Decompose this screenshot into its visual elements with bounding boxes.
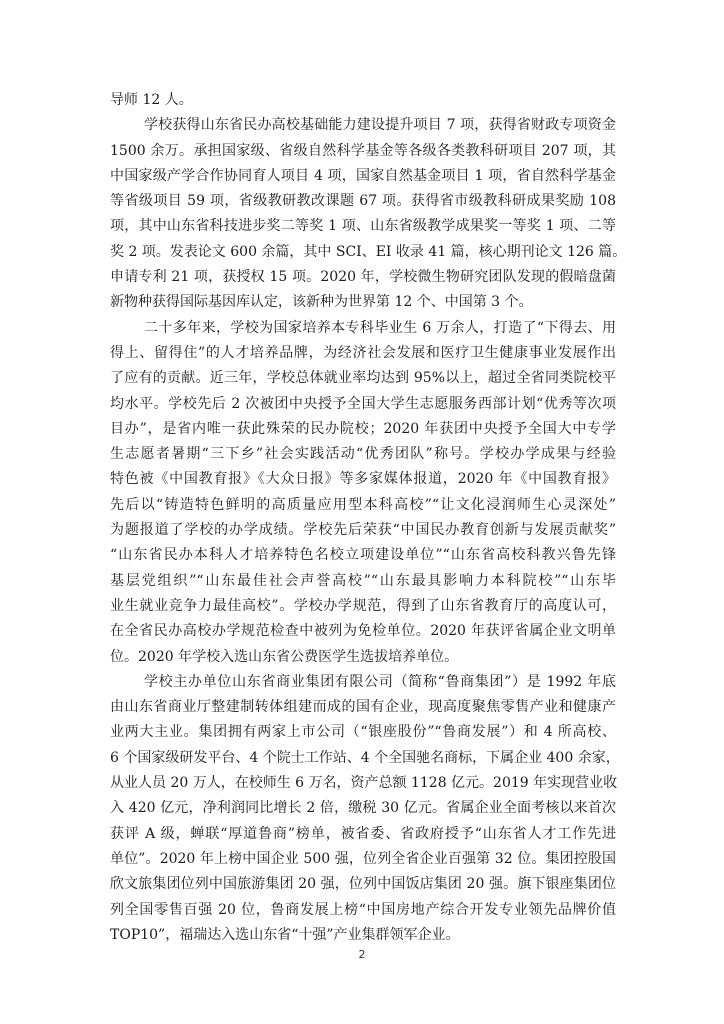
text-line: 从业人员 20 万人，在校师生 6 万名，资产总额 1128 亿元。2019 年实现营业收 [110,775,618,792]
text-line: 学校获得山东省民办高校基础能力建设提升项目 7 项，获得省财政专项资金 [144,117,616,134]
text-line: 特色被《中国教育报》《大众日报》等多家媒体报道，2020 年《中国教育报》 [110,471,616,488]
text-line: 申请专利 21 项，获授权 15 项。2020 年，学校微生物研究团队发现的假暗盘菌 [110,269,616,286]
text-line: 均水平。学校先后 2 次被团中央授予全国大学生志愿服务西部计划“优秀等次项 [110,395,616,412]
text-line: 新物种获得国际基因库认定，该新种为世界第 12 个、中国第 3 个。 [110,294,533,311]
text-line: 1500 余万。承担国家级、省级自然科学基金等各级各类教科研项目 207 项，其 [110,142,616,159]
text-line: 奖 2 项。发表论文 600 余篇，其中 SCI、EI 收录 41 篇，核心期刊论文 126 篇。 [110,243,627,260]
text-line: 业两大主业。集团拥有两家上市公司（“银座股份”“鲁商发展”）和 4 所高校、 [110,724,616,741]
text-line: 在全省民办高校办学规范检查中被列为免检单位。2020 年获评省属企业文明单 [110,623,616,640]
text-line: 入 420 亿元，净利润同比增长 2 倍，缴税 30 亿元。省属企业全面考核以来首次 [110,800,616,817]
text-line: 欣文旅集团位列中国旅游集团 20 强，位列中国饭店集团 20 强。旗下银座集团位 [110,876,616,893]
text-line: 生志愿者暑期“三下乡”社会实践活动“优秀团队”称号。学校办学成果与经验 [110,446,616,463]
text-line: “山东省民办本科人才培养特色名校立项建设单位”“山东省高校科教兴鲁先锋 [110,547,616,564]
paragraph [110,113,627,315]
text-line: 由山东省商业厅整建制转体组建而成的国有企业，现高度聚焦零售产业和健康产 [110,699,616,716]
page-number: 2 [358,948,366,961]
text-line: 中国家级产学合作协同育人项目 4 项，国家自然基金项目 1 项，省自然科学基金 [110,167,616,184]
text-line: 等省级项目 59 项，省级教研教改课题 67 项。获得省市级教科研成果奖励 108 [110,193,616,210]
text-line: 项，其中山东省科技进步奖二等奖 1 项、山东省级教学成果奖一等奖 1 项、二等 [110,218,616,235]
text-line: 目办”，是省内唯一获此殊荣的民办院校；2020 年获团中央授予全国大中专学 [110,420,616,437]
text-line: 6 个国家级研发平台、4 个院士工作站、4 个全国驰名商标，下属企业 400 余家， [110,749,620,766]
paragraph [110,88,616,113]
text-line: 为题报道了学校的办学成绩。学校先后荣获“中国民办教育创新与发展贡献奖” [110,522,616,539]
paragraph [110,316,616,670]
text-line: 得上、留得住”的人才培养品牌，为经济社会发展和医疗卫生健康事业发展作出 [110,344,616,361]
paragraph [110,670,620,948]
text-line: 位。2020 年学校入选山东省公费医学生选拔培养单位。 [110,648,459,665]
text-line: 学校主办单位山东省商业集团有限公司（简称“鲁商集团”）是 1992 年底 [144,673,616,690]
text-line: TOP10”，福瑞达入选山东省“十强”产业集群领军企业。 [110,926,460,943]
text-line: 基层党组织”“山东最佳社会声誉高校”“山东最具影响力本科院校”“山东毕 [110,572,616,589]
text-line: 先后以“铸造特色鲜明的高质量应用型本科高校”“让文化浸润师生心灵深处” [110,496,616,513]
text-line: 单位”。2020 年上榜中国企业 500 强，位列全省企业百强第 32 位。集团控股国 [110,850,616,867]
text-line: 了应有的贡献。近三年，学校总体就业率均达到 95%以上，超过全省同类院校平 [110,370,616,387]
text-line: 业生就业竞争力最佳高校”。学校办学规范，得到了山东省教育厅的高度认可， [110,597,616,614]
text-line: 导师 12 人。 [110,92,193,108]
text-line: 二十多年来，学校为国家培养本专科毕业生 6 万余人，打造了“下得去、用 [144,319,616,336]
body-text [110,88,627,948]
text-line: 获评 A 级，蝉联“厚道鲁商”榜单，被省委、省政府授予“山东省人才工作先进 [110,825,616,842]
text-line: 列全国零售百强 20 位，鲁商发展上榜“中国房地产综合开发专业领先品牌价值 [110,901,616,918]
